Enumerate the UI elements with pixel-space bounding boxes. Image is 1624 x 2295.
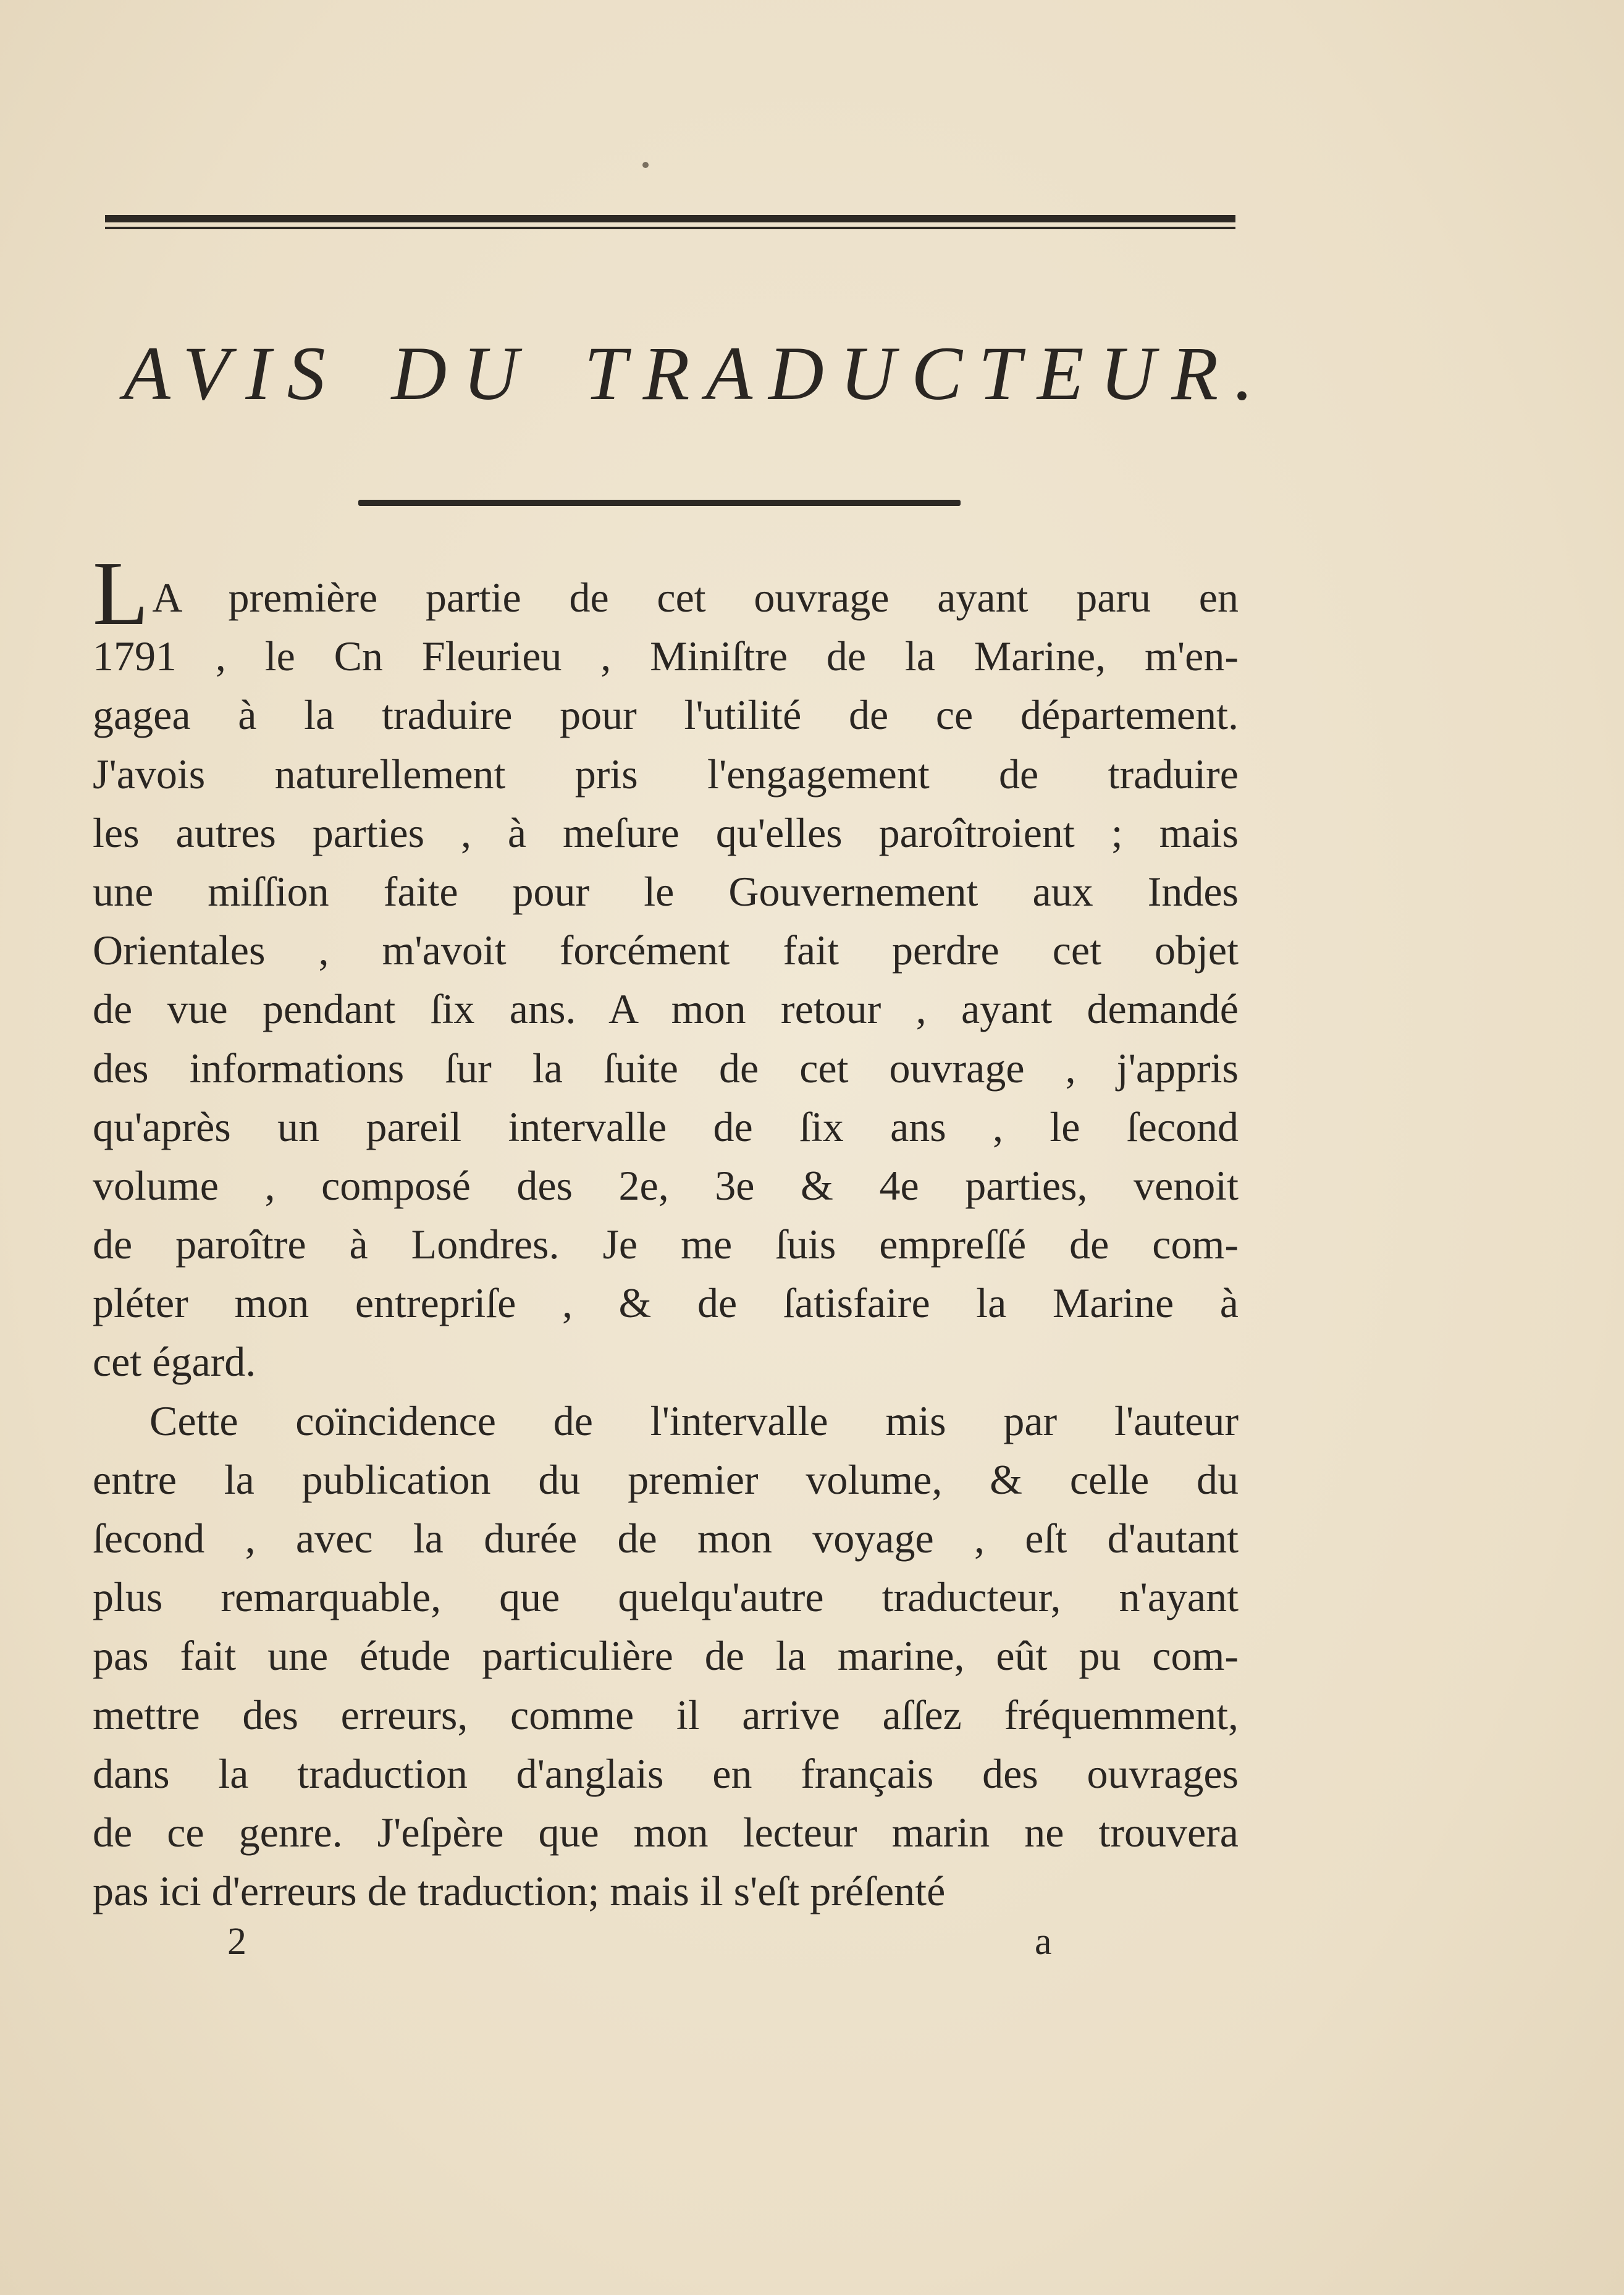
page-footer bbox=[0, 1920, 1624, 1969]
line-text: pas fait une étude particulière de la marine, eût pu com- bbox=[93, 1632, 1239, 1680]
text-line bbox=[93, 1745, 1239, 1803]
line-text: de vue pendant ſix ans. A mon retour , ayant demandé bbox=[93, 985, 1239, 1033]
text-line bbox=[93, 1274, 1239, 1333]
text-line bbox=[93, 1215, 1239, 1274]
line-text: mettre des erreurs, comme il arrive aſſez fréquemment, bbox=[93, 1691, 1239, 1738]
text-line bbox=[93, 980, 1239, 1038]
specks bbox=[642, 162, 649, 168]
line-text: une miſſion faite pour le Gouvernement aux Indes bbox=[93, 867, 1239, 915]
text-line bbox=[93, 1568, 1239, 1627]
line-text: ſecond , avec la durée de mon voyage , eſt d'autant bbox=[93, 1515, 1239, 1562]
text-line bbox=[93, 627, 1239, 686]
text-line bbox=[93, 921, 1239, 980]
body-text bbox=[93, 543, 1239, 1921]
line-text: 1791 , le Cn Fleurieu , Miniſtre de la Marine, m'en- bbox=[93, 633, 1239, 680]
line-text: pléter mon entrepriſe , & de ſatisfaire la Marine à bbox=[93, 1279, 1239, 1327]
line-text: pas ici d'erreurs de traduction; mais il s'eſt préſenté bbox=[93, 1868, 946, 1915]
line-text: Orientales , m'avoit forcément fait perdre cet objet bbox=[93, 927, 1239, 974]
line-text: cet égard. bbox=[93, 1338, 256, 1386]
text-line bbox=[93, 1862, 1239, 1921]
header-double-rule bbox=[105, 215, 1235, 231]
text-line bbox=[93, 686, 1239, 744]
text-line bbox=[93, 1627, 1239, 1685]
line-text: A première partie de cet ouvrage ayant paru en bbox=[152, 574, 1239, 621]
signature-letter: a bbox=[1035, 1921, 1052, 1963]
line-text: les autres parties , à meſure qu'elles paroîtroient ; mais bbox=[93, 809, 1239, 856]
line-text: volume , composé des 2e, 3e & 4e parties, venoit bbox=[93, 1161, 1239, 1209]
text-line bbox=[93, 1333, 1239, 1391]
line-text: entre la publication du premier volume, & celle du bbox=[93, 1455, 1239, 1503]
text-line bbox=[93, 745, 1239, 804]
line-text: dans la traduction d'anglais en français des ouvrages bbox=[93, 1750, 1239, 1797]
line-text: J'avois naturellement pris l'engagement de traduire bbox=[93, 750, 1239, 798]
signature-number: 2 bbox=[227, 1921, 246, 1963]
text-line bbox=[93, 1098, 1239, 1156]
text-line bbox=[93, 543, 1239, 644]
line-text: de paroître à Londres. Je me ſuis empreſſé de com- bbox=[93, 1221, 1239, 1268]
page-heading: AVIS DU TRADUCTEUR. bbox=[124, 331, 1269, 416]
line-text: qu'après un pareil intervalle de ſix ans , le ſecond bbox=[93, 1103, 1239, 1150]
line-text: de ce genre. J'eſpère que mon lecteur marin ne trouvera bbox=[93, 1808, 1239, 1856]
line-text: plus remarquable, que quelqu'autre traducteur, n'ayant bbox=[93, 1573, 1239, 1621]
text-line bbox=[93, 804, 1239, 862]
paragraph-1 bbox=[93, 543, 1239, 1392]
text-line bbox=[93, 1803, 1239, 1862]
text-line bbox=[93, 1156, 1239, 1215]
paragraph-2 bbox=[93, 1392, 1239, 1921]
text-line bbox=[93, 1686, 1239, 1745]
text-line bbox=[93, 1392, 1239, 1451]
line-text: Cette coïncidence de l'intervalle mis par l'auteur bbox=[149, 1397, 1239, 1444]
drop-cap: L bbox=[93, 543, 149, 644]
line-text: gagea à la traduire pour l'utilité de ce département. bbox=[93, 691, 1239, 739]
text-line bbox=[93, 862, 1239, 921]
text-line bbox=[93, 1451, 1239, 1509]
text-line bbox=[93, 1039, 1239, 1098]
line-text: des informations ſur la ſuite de cet ouvrage , j'appris bbox=[93, 1044, 1239, 1092]
heading-rule bbox=[358, 500, 961, 506]
text-line bbox=[93, 1509, 1239, 1568]
